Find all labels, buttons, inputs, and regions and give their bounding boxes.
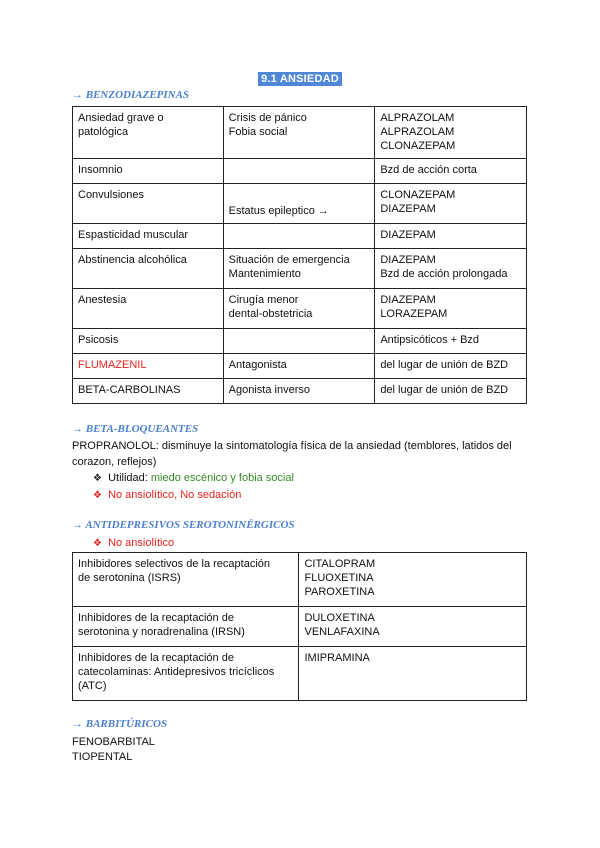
- diamond-bullet-icon: ❖: [93, 538, 102, 549]
- table-cell: [223, 224, 375, 249]
- table-row: [73, 379, 527, 404]
- table-row: [73, 289, 527, 329]
- list-item: FENOBARBITAL: [72, 736, 155, 748]
- table-row: [73, 354, 527, 379]
- table-cell: Agonista inverso: [223, 379, 375, 404]
- table-cell: Convulsiones: [73, 184, 224, 224]
- diamond-bullet-icon: ❖: [93, 490, 102, 501]
- list-item: [93, 487, 241, 504]
- table-row: [73, 249, 527, 289]
- section-heading-benzodiazepinas: → BENZODIAZEPINAS: [72, 89, 190, 101]
- table-cell: DIAZEPAM: [375, 224, 527, 249]
- table-cell: BETA-CARBOLINAS: [73, 379, 224, 404]
- section-heading-antidepresivos: → ANTIDEPRESIVOS SEROTONINÉRGICOS: [72, 519, 295, 531]
- table-cell: Ansiedad grave o patológica: [73, 107, 224, 159]
- table-cell: Inhibidores de la recaptación de serotonina y noradrenalina (IRSN): [73, 607, 299, 647]
- table-cell: FLUMAZENIL: [73, 354, 224, 379]
- table-cell: del lugar de unión de BZD: [375, 379, 527, 404]
- table-cell: IMIPRAMINA: [299, 647, 527, 701]
- table-cell: DIAZEPAM LORAZEPAM: [375, 289, 527, 329]
- table-cell: Inhibidores selectivos de la recaptación de serotonina (ISRS): [73, 553, 299, 607]
- table-row: [73, 224, 527, 249]
- table-row: [73, 607, 527, 647]
- table-cell: CITALOPRAM FLUOXETINA PAROXETINA: [299, 553, 527, 607]
- table-cell: DULOXETINA VENLAFAXINA: [299, 607, 527, 647]
- table-row: [73, 184, 527, 224]
- table-cell: Cirugía menor dental-obstetricia: [223, 289, 375, 329]
- page-title: 9.1 ANSIEDAD: [258, 72, 342, 86]
- table-cell: Insomnio: [73, 159, 224, 184]
- list-item: [93, 470, 294, 487]
- table-row: [73, 329, 527, 354]
- table-cell: del lugar de unión de BZD: [375, 354, 527, 379]
- table-row: [73, 159, 527, 184]
- antidepressant-table: [72, 552, 527, 701]
- table-cell: [223, 159, 375, 184]
- utility-value: miedo escénico y fobia social: [150, 472, 294, 484]
- benzodiazepine-table: [72, 106, 527, 404]
- section-heading-barbituricos: → BARBITÚRICOS: [72, 718, 168, 730]
- table-cell: DIAZEPAM Bzd de acción prolongada: [375, 249, 527, 289]
- table-cell: Anestesia: [73, 289, 224, 329]
- table-cell: Crisis de pánico Fobia social: [223, 107, 375, 159]
- table-cell: Bzd de acción corta: [375, 159, 527, 184]
- utility-label: Utilidad:: [108, 472, 151, 484]
- propranolol-text: PROPRANOLOL: disminuye la sintomatología física de la ansiedad (temblores, latidos del corazon, reflejos): [72, 440, 512, 468]
- no-anxiolytic-note: No ansiolítico: [108, 537, 175, 549]
- table-cell: Situación de emergencia Mantenimiento: [223, 249, 375, 289]
- table-cell: Antagonista: [223, 354, 375, 379]
- negative-note: No ansiolítico, No sedación: [108, 489, 242, 501]
- section-heading-beta-bloqueantes: → BETA-BLOQUEANTES: [72, 423, 199, 435]
- table-row: [73, 553, 527, 607]
- table-cell: CLONAZEPAM DIAZEPAM: [375, 184, 527, 224]
- table-row: [73, 107, 527, 159]
- table-cell: Espasticidad muscular: [73, 224, 224, 249]
- table-cell: Antipsicóticos + Bzd: [375, 329, 527, 354]
- list-item: TIOPENTAL: [72, 751, 133, 763]
- table-cell: Inhibidores de la recaptación de catecolaminas: Antidepresivos tricíclicos (ATC): [73, 647, 299, 701]
- table-cell: [223, 329, 375, 354]
- list-item: [93, 535, 174, 552]
- table-row: [73, 647, 527, 701]
- table-cell: Estatus epileptico →: [223, 184, 375, 224]
- diamond-bullet-icon: ❖: [93, 473, 102, 484]
- table-cell: Abstinencia alcohólica: [73, 249, 224, 289]
- table-cell: Psicosis: [73, 329, 224, 354]
- table-cell: ALPRAZOLAM ALPRAZOLAM CLONAZEPAM: [375, 107, 527, 159]
